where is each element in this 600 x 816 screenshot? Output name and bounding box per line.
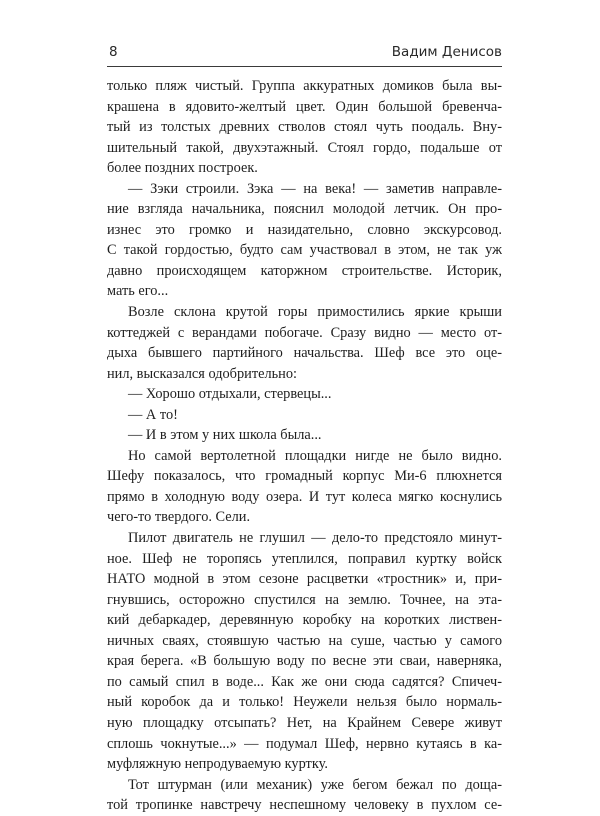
text-line: — Хорошо отдыхали, стервецы... xyxy=(128,386,332,403)
text-line: Шефу показалось, что громадный корпус Ми-6 плюхнется xyxy=(107,468,502,485)
text-line: ный коробок да и только! Неужели нельзя было нормаль- xyxy=(107,694,502,711)
text-line: прямо в холодную воду озера. И тут колеса мягко коснулись xyxy=(107,488,502,505)
text-line: Пилот двигатель не глушил — дело-то предстояло минут- xyxy=(128,530,502,547)
text-line: муфляжную непродуваемую куртку. xyxy=(107,756,328,773)
text-line: чего-то твердого. Сели. xyxy=(107,509,251,526)
text-line: С такой гордостью, будто сам участвовал в этом, не так уж xyxy=(107,242,502,259)
text-line: НАТО модной в этом сезоне расцветки «тростник» и, при- xyxy=(107,571,502,588)
text-line: давно происходящем каторжном строительстве. Историк, xyxy=(107,262,502,279)
text-line: сплошь чокнутые...» — подумал Шеф, нервно кутаясь в ка- xyxy=(107,735,502,752)
text-line: ное. Шеф не торопясь утеплился, поправил куртку войск xyxy=(107,550,502,567)
text-line: по самый спил в воде... Как же они сюда садятся? Спичеч- xyxy=(107,673,502,690)
text-line: Возле склона крутой горы примостились яркие крыши xyxy=(128,304,502,321)
text-line: Но самой вертолетной площадки нигде не было видно. xyxy=(128,447,502,464)
header-rule xyxy=(107,66,502,67)
text-line: — Зэки строили. Зэка — на века! — заметив направле- xyxy=(128,180,502,197)
text-line: только пляж чистый. Группа аккуратных домиков была вы- xyxy=(107,78,502,94)
text-line: края берега. «В большую воду по весне эти сваи, наверняка, xyxy=(107,653,502,670)
text-line: гнувшись, осторожно спустился на землю. Точнее, на эта- xyxy=(107,591,502,608)
text-line: ние взгляда начальника, пояснил молодой летчик. Он про- xyxy=(107,201,502,218)
text-line: шительный такой, двухэтажный. Стоял гордо, подальше от xyxy=(107,139,502,156)
text-line: — А то! xyxy=(128,406,178,423)
text-line: мать его... xyxy=(107,283,169,300)
text-line: — И в этом у них школа была... xyxy=(128,427,322,444)
text-line: изнес это громко и назидательно, словно экскурсовод. xyxy=(107,221,502,238)
running-header xyxy=(107,44,502,66)
text-line: ничных сваях, стоявшую частью на суше, частью у самого xyxy=(107,632,502,649)
text-line: Тот штурман (или механик) уже бегом бежал по доща- xyxy=(128,776,502,793)
text-line: ную площадку отсыпать? Нет, на Крайнем Севере живут xyxy=(107,714,502,731)
running-title: Вадим Денисов xyxy=(391,44,502,60)
text-line: более поздних построек. xyxy=(107,160,258,177)
text-line: дыха бывшего партийного начальства. Шеф все это оце- xyxy=(107,345,502,362)
text-line: тый из толстых древних стволов стоял чуть поодаль. Вну- xyxy=(107,119,502,136)
text-line: крашена в ядовито-желтый цвет. Один большой бревенча- xyxy=(107,98,502,115)
text-line: коттеджей с верандами побогаче. Сразу видно — место от- xyxy=(107,324,502,341)
body-text xyxy=(107,76,502,816)
text-line: нил, высказался одобрительно: xyxy=(107,365,297,382)
page-number: 8 xyxy=(109,44,118,60)
text-line: той тропинке навстречу неспешному человеку в пухлом се- xyxy=(107,797,502,814)
text-line: кий дебаркадер, деревянную коробку на коротких листвен- xyxy=(107,612,502,629)
